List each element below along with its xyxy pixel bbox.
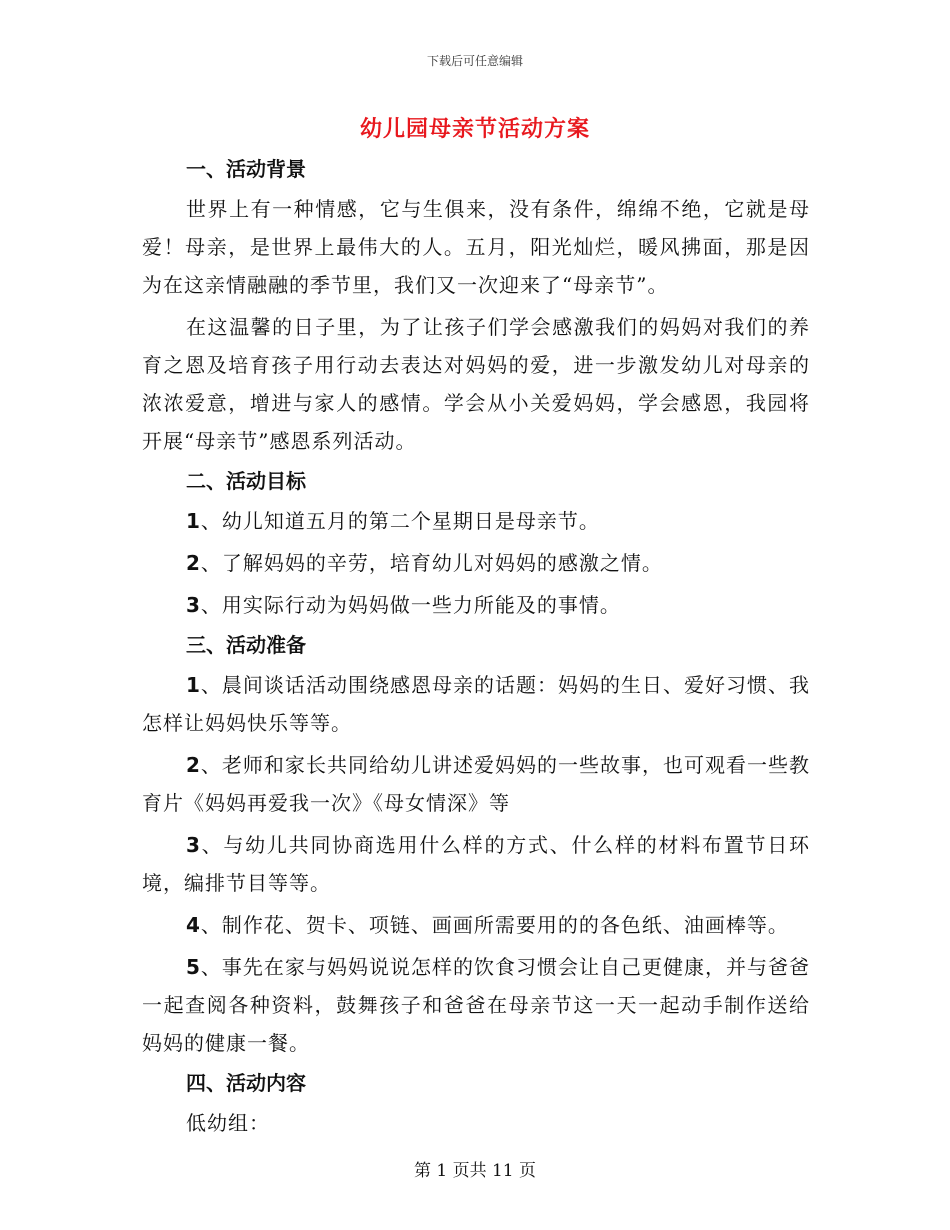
list-item-text: 、老师和家长共同给幼儿讲述爱妈妈的一些故事，也可观看一些教育片《妈妈再爱我一次》《母女情深》等: [142, 753, 810, 815]
document-title: 幼儿园母亲节活动方案: [359, 117, 590, 142]
list-item: [142, 502, 810, 540]
list-item: [142, 906, 810, 944]
list-item: [142, 826, 810, 902]
list-item-number: 1: [186, 673, 201, 697]
list-item: [142, 948, 810, 1062]
list-item-number: 5: [186, 955, 201, 979]
paragraph: 低幼组：: [186, 1111, 270, 1135]
section-heading-preparation: 三、活动准备: [186, 633, 306, 657]
list-item-number: 3: [186, 593, 201, 617]
paragraph: 在这温馨的日子里，为了让孩子们学会感激我们的妈妈对我们的养育之恩及培育孩子用行动去表达对妈妈的爱，进一步激发幼儿对母亲的浓浓爱意，增进与家人的感情。学会从小关爱妈妈，学会感恩，我园将开展“母亲节”感恩系列活动。: [142, 315, 810, 453]
section-heading-background: 一、活动背景: [186, 157, 306, 181]
list-item-text: 、用实际行动为妈妈做一些力所能及的事情。: [200, 593, 621, 617]
page-header-note: 下载后可任意编辑: [426, 54, 523, 68]
list-item-text: 、晨间谈话活动围绕感恩母亲的话题：妈妈的生日、爱好习惯、我怎样让妈妈快乐等等。: [142, 673, 810, 735]
list-item-number: 3: [186, 833, 201, 857]
list-item-number: 1: [186, 509, 201, 533]
document-body: [142, 148, 810, 1142]
paragraph: 世界上有一种情感，它与生俱来，没有条件，绵绵不绝，它就是母爱！母亲，是世界上最伟大的人。五月，阳光灿烂，暖风拂面，那是因为在这亲情融融的季节里，我们又一次迎来了“母亲节”。: [142, 197, 810, 297]
list-item-number: 2: [186, 551, 201, 575]
list-item: [142, 544, 810, 582]
list-item-text: 、幼儿知道五月的第二个星期日是母亲节。: [200, 509, 600, 533]
section-heading-content: 四、活动内容: [186, 1071, 306, 1095]
list-item-text: 、制作花、贺卡、项链、画画所需要用的的各色纸、油画棒等。: [200, 913, 789, 937]
section-heading-goals: 二、活动目标: [186, 469, 306, 493]
list-item: [142, 666, 810, 742]
list-item: [142, 746, 810, 822]
list-item-text: 、了解妈妈的辛劳，培育幼儿对妈妈的感激之情。: [200, 551, 663, 575]
list-item: [142, 586, 810, 624]
list-item-number: 2: [186, 753, 201, 777]
list-item-text: 、与幼儿共同协商选用什么样的方式、什么样的材料布置节日环境，编排节目等等。: [142, 833, 810, 895]
page-number-footer: 第 1 页共 11 页: [413, 1161, 537, 1181]
list-item-number: 4: [186, 913, 201, 937]
list-item-text: 、事先在家与妈妈说说怎样的饮食习惯会让自己更健康，并与爸爸一起查阅各种资料，鼓舞孩子和爸爸在母亲节这一天一起动手制作送给妈妈的健康一餐。: [142, 955, 810, 1055]
